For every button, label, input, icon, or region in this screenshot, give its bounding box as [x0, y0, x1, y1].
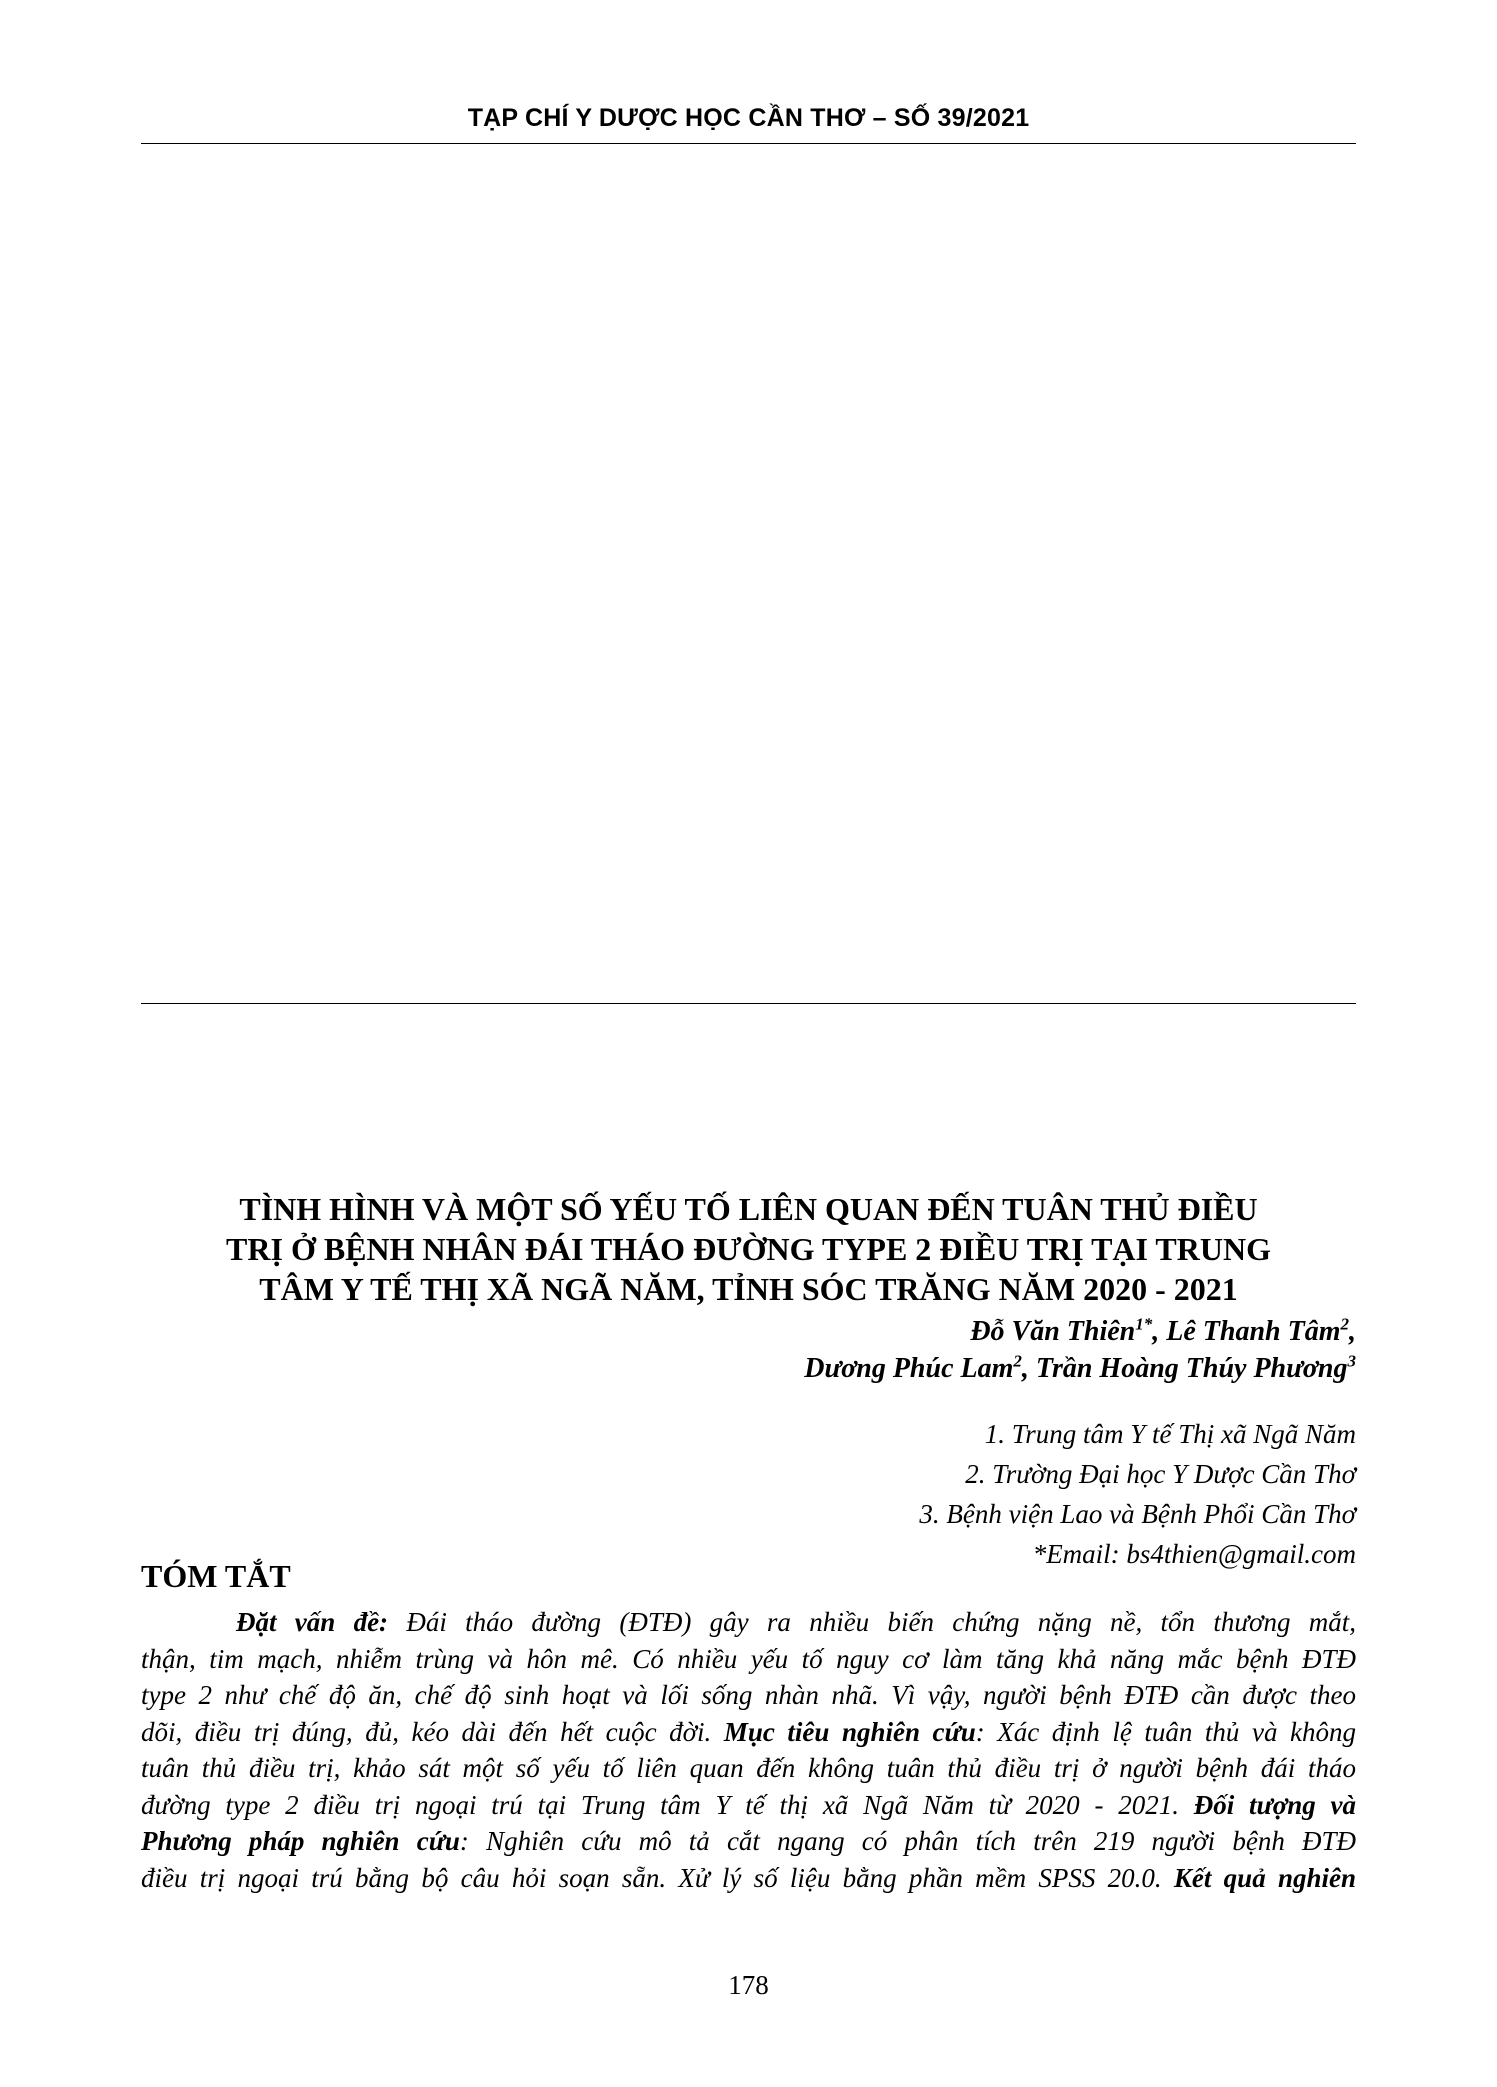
affiliation-3: 3. Bệnh viện Lao và Bệnh Phổi Cần Thơ: [919, 1499, 1356, 1529]
contact-email: *Email: bs4thien@gmail.com: [1032, 1539, 1356, 1569]
author-name: Dương Phúc Lam: [804, 1353, 1014, 1384]
author-superscript: 2: [1340, 1314, 1349, 1334]
abstract-line: Đặt vấn đề: Đái tháo đường (ĐTĐ) gây ra nhiều biến chứng nặng nề, tổn thương mắt,: [236, 1607, 1356, 1637]
journal-header: TẠP CHÍ Y DƯỢC HỌC CẦN THƠ – SỐ 39/2021: [467, 104, 1030, 132]
author-line-2: Dương Phúc Lam$^2$, Trần Hoàng Thúy Phương$^3$: [804, 1351, 1356, 1384]
abstract-body: [141, 1604, 1356, 1896]
abstract-line: đường type 2 điều trị ngoại trú tại Trung tâm Y tế thị xã Ngã Năm từ 2020 - 2021. Đối tượng và: [141, 1789, 1356, 1820]
abstract-line: thận, tim mạch, nhiễm trùng và hôn mê. Có nhiều yếu tố nguy cơ làm tăng khả năng mắc bệnh ĐTĐ: [141, 1643, 1356, 1674]
abstract-label: Đặt vấn đề:: [236, 1607, 389, 1637]
author-superscript: 1*: [1135, 1314, 1153, 1334]
abstract-line: dõi, điều trị đúng, đủ, kéo dài đến hết cuộc đời. Mục tiêu nghiên cứu: Xác định lệ tuân thủ và không: [141, 1716, 1356, 1747]
abstract-line: Phương pháp nghiên cứu: Nghiên cứu mô tả cắt ngang có phân tích trên 219 người bệnh ĐTĐ: [141, 1826, 1357, 1856]
abstract-line: tuân thủ điều trị, khảo sát một số yếu tố liên quan đến không tuân thủ điều trị ở người bệnh đái tháo: [141, 1753, 1356, 1783]
author-list: [804, 1313, 1356, 1387]
abstract-label: Kết quả nghiên: [1173, 1862, 1356, 1893]
header-rule: [141, 143, 1356, 144]
author-name: Trần Hoàng Thúy Phương: [1035, 1353, 1348, 1384]
title-line-1: TÌNH HÌNH VÀ MỘT SỐ YẾU TỐ LIÊN QUAN ĐẾN TUÂN THỦ ĐIỀU: [239, 1191, 1258, 1227]
title-line-3: TÂM Y TẾ THỊ XÃ NGÃ NĂM, TỈNH SÓC TRĂNG NĂM 2020 - 2021: [259, 1271, 1238, 1307]
abstract-line: type 2 như chế độ ăn, chế độ sinh hoạt và lối sống nhàn nhã. Vì vậy, người bệnh ĐTĐ cần được theo: [141, 1680, 1356, 1710]
abstract-label: Mục tiêu nghiên cứu: [723, 1716, 976, 1747]
abstract-heading: TÓM TẮT: [141, 1558, 291, 1594]
abstract-line: điều trị ngoại trú bằng bộ câu hỏi soạn sẵn. Xử lý số liệu bằng phần mềm SPSS 20.0. Kết quả nghiên: [141, 1862, 1356, 1893]
author-line-1: Đỗ Văn Thiên$^{1*}$, Lê Thanh Tâm$^2$,: [970, 1314, 1356, 1347]
author-superscript: 2: [1013, 1351, 1022, 1371]
section-divider: [141, 1003, 1356, 1004]
author-name: Đỗ Văn Thiên: [970, 1316, 1136, 1347]
page-number: 178: [728, 1970, 769, 2000]
abstract-label: Đối tượng và: [1193, 1789, 1356, 1820]
author-superscript: 3: [1347, 1351, 1356, 1371]
author-name: Lê Thanh Tâm: [1166, 1316, 1341, 1347]
title-line-2: TRỊ Ở BỆNH NHÂN ĐÁI THÁO ĐƯỜNG TYPE 2 ĐIỀU TRỊ TẠI TRUNG: [226, 1231, 1271, 1267]
affiliation-2: 2. Trường Đại học Y Dược Cần Thơ: [965, 1459, 1356, 1489]
abstract-label: Phương pháp nghiên cứu: [141, 1826, 460, 1856]
article-title: [141, 1189, 1356, 1309]
affiliations: [919, 1414, 1356, 1574]
affiliation-1: 1. Trung tâm Y tế Thị xã Ngã Năm: [984, 1419, 1356, 1449]
